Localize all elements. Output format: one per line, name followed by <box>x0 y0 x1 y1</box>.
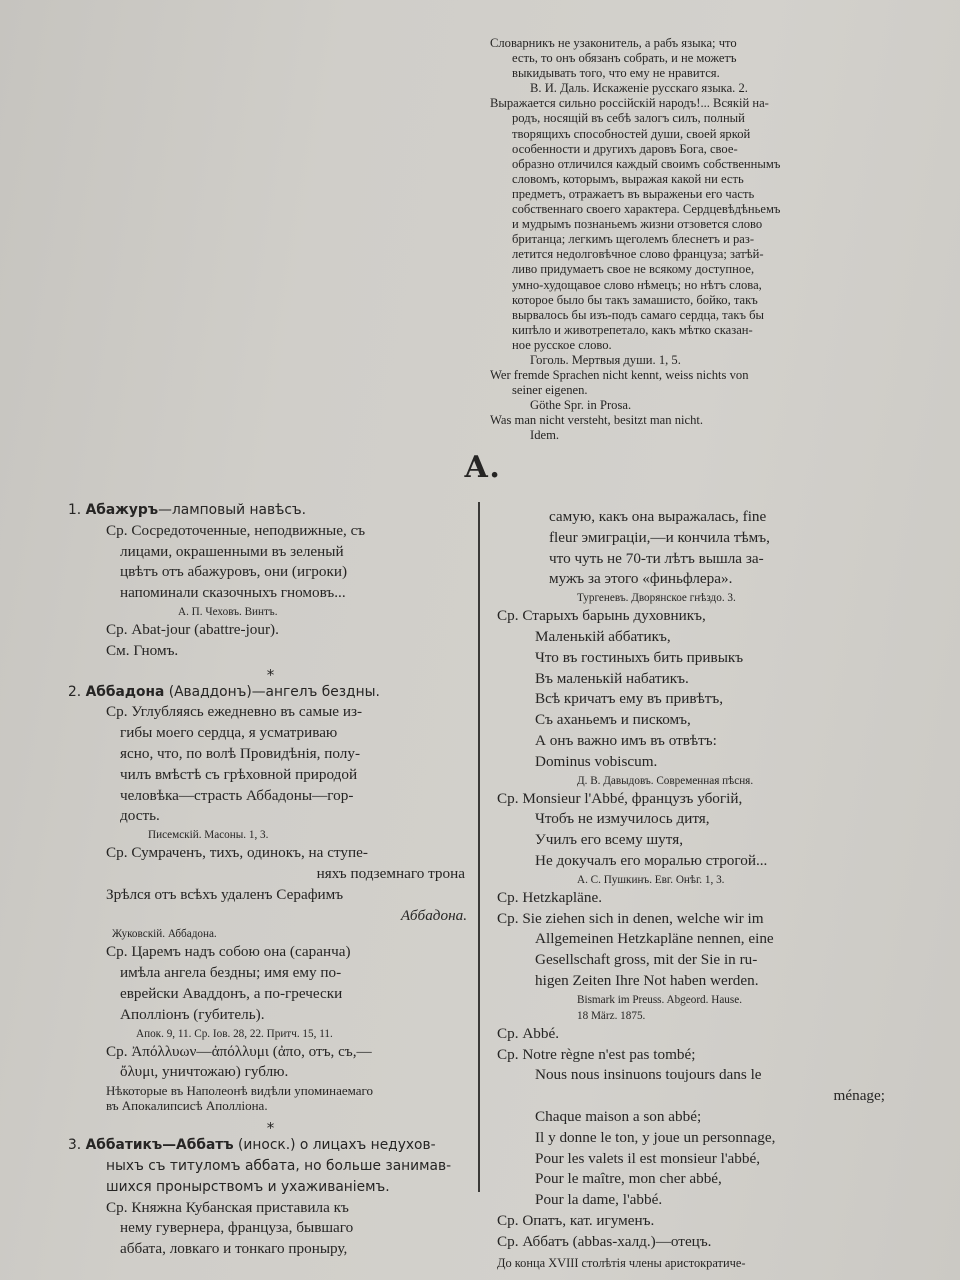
entry-separator-star: * <box>266 665 275 684</box>
citation: Тургеневъ. Дворянское гнѣздо. 3. <box>577 592 736 605</box>
epigraph-line: вырвалось бы изъ-подъ самаго сердца, такъ бы <box>512 307 765 322</box>
greek-etymology: Ср. Ἀπόλλυων—ἀπόλλυμι (ἀπο, отъ, съ,— <box>106 1042 372 1060</box>
citation: Жуковскій. Аббадона. <box>112 928 217 941</box>
quote-line: Ср. Опатъ, кат. игуменъ. <box>497 1211 655 1229</box>
entry-number: 2. <box>68 683 82 700</box>
entry-definition: (иноск.) о лицахъ недухов- <box>238 1137 436 1154</box>
entry-number: 1. <box>68 502 82 518</box>
citation: А. П. Чеховъ. Винтъ. <box>178 605 278 618</box>
citation: Д. В. Давыдовъ. Современная пѣсня. <box>577 774 754 787</box>
quote-line: Всѣ кричатъ ему въ привѣтъ, <box>535 690 724 708</box>
quote-line: Nous nous insinuons toujours dans le <box>535 1066 762 1084</box>
quote-line: Ср. Аббатъ (abbas-халд.)—отецъ. <box>497 1232 712 1250</box>
epigraph-line: особенности и другихъ даровъ Бога, свое- <box>512 141 738 156</box>
entry-headword: Абажуръ <box>85 502 159 518</box>
quote-line: Ср. Monsieur l'Abbé, французъ убогій, <box>497 789 743 807</box>
epigraph-line: Выражается сильно россійскій народъ!... Всякій на- <box>490 96 769 111</box>
epigraph-line: творящихъ способностей души, своей яркой <box>512 126 751 141</box>
epigraph-line: собственнаго своего характера. Сердцевѣдѣньемъ <box>512 202 781 217</box>
epigraph-attribution: Göthe Spr. in Prosa. <box>530 398 632 413</box>
epigraph-line: ное русское слово. <box>512 337 612 352</box>
epigraph-line: умно-худощавое слово нѣмецъ; но нѣтъ слова, <box>512 277 762 292</box>
poem-line: няхъ подземнаго трона <box>316 864 465 882</box>
epigraph-line: словомъ, которымъ, выражая какой ни есть <box>512 171 744 186</box>
quote-line: Ср. Hetzkapläne. <box>497 888 603 906</box>
entry-definition: (Аваддонъ)—ангелъ бездны. <box>168 683 380 700</box>
quote-line: лицами, окрашенными въ зеленый <box>120 542 344 560</box>
quote-line: Pour le maître, mon cher abbé, <box>535 1170 722 1188</box>
quote-line: человѣка—страсть Аббадоны—гор- <box>120 786 354 804</box>
entry-headword: Аббатикъ—Аббатъ <box>85 1137 234 1154</box>
quote-line: Gesellschaft gross, mit der Sie in ru- <box>535 951 758 969</box>
epigraph-line: британца; легкимъ щеголемъ блеснетъ и раз- <box>512 232 755 247</box>
epigraph-line: ливо придумаетъ свое не всякому доступное, <box>512 262 755 277</box>
entry-continuation: шихся пронырствомъ и ухаживаніемъ. <box>106 1178 390 1195</box>
quote-line: fleur эмиграціи,—и кончила тѣмъ, <box>549 528 770 546</box>
note-line: Нѣкоторые въ Наполеонѣ видѣли упоминаемаго <box>106 1083 374 1099</box>
entry-headword: Аббадона <box>85 683 165 700</box>
column-divider <box>478 502 480 1192</box>
epigraph-line: Словарникъ не узаконитель, а рабъ языка; что <box>490 36 737 50</box>
epigraph-line: предметъ, отражаетъ въ выраженьи его часть <box>512 186 755 201</box>
note-line: въ Апокалипсисѣ Аполліона. <box>106 1098 268 1114</box>
entry-continuation: ныхъ съ титуломъ аббата, но больше занимав- <box>106 1157 452 1174</box>
greek-etymology: ὄλυμι, уничтожаю) гублю. <box>120 1063 289 1081</box>
epigraph-line: Was man nicht versteht, besitzt man nicht. <box>490 413 704 428</box>
poem-line: Зрѣлся отъ всѣхъ удаленъ Серафимъ <box>106 885 344 903</box>
citation: 18 März. 1875. <box>577 1009 646 1022</box>
epigraph-line: летится недолговѣчное слово француза; затѣй- <box>512 247 764 262</box>
quote-line: чилъ вмѣстѣ съ грѣховной природой <box>120 765 358 783</box>
quote-line: Il y donne le ton, y joue un personnage, <box>535 1128 776 1146</box>
quote-line: самую, какъ она выражалась, fine <box>549 508 767 525</box>
quote-line: Ср. Царемъ надъ собою она (саранча) <box>106 943 351 961</box>
left-column <box>68 500 473 1260</box>
epigraph-attribution: Гоголь. Мертвыя души. 1, 5. <box>530 352 681 367</box>
epigraph-line: есть, то онъ обязанъ собрать, и не можетъ <box>512 51 737 66</box>
quote-line: Ср. Сосредоточенные, неподвижные, съ <box>106 521 366 539</box>
epigraph-line: кипѣло и животрепетало, какъ мѣтко сказан- <box>512 322 753 337</box>
section-letter: А. <box>464 450 501 485</box>
quote-line: А онъ важно имъ въ отвѣтъ: <box>535 731 717 749</box>
quote-line: Чтобъ не измучилось дитя, <box>535 810 710 828</box>
epigraph-line: которое было бы такъ замашисто, бойко, такъ <box>512 292 758 307</box>
quote-line: дость. <box>120 807 160 825</box>
quote-line: Ср. Abbé. <box>497 1024 560 1042</box>
epigraph-block <box>490 36 835 444</box>
quote-line: Училъ его всему шутя, <box>535 831 683 849</box>
epigraph-line: выкидывать того, что ему не нравится. <box>512 66 720 81</box>
quote-line: Pour la dame, l'abbé. <box>535 1191 663 1209</box>
quote-line: Ср. Углубляясь ежедневно въ самые из- <box>106 703 363 721</box>
entry-definition: —ламповый навѣсъ. <box>158 502 307 518</box>
quote-line: Не докучалъ его моралью строгой... <box>535 851 768 869</box>
entry-number: 3. <box>68 1137 82 1154</box>
quote-line: Маленькій аббатикъ, <box>535 627 671 645</box>
quote-line: Въ маленькій набатикъ. <box>535 669 689 687</box>
quote-line: Съ аханьемъ и пискомъ, <box>535 711 691 729</box>
quote-line: Что въ гостиныхъ бить привыкъ <box>535 648 744 666</box>
cross-reference: См. Гномъ. <box>106 641 179 659</box>
poem-line: Ср. Сумраченъ, тихъ, одинокъ, на ступе- <box>106 844 368 862</box>
epigraph-line: и мудрымъ познаньемъ жизни отзовется слово <box>512 217 763 232</box>
quote-line: Pour les valets il est monsieur l'abbé, <box>535 1149 761 1167</box>
quote-line: Ср. Старыхъ барынь духовникъ, <box>497 607 706 625</box>
quote-line: нему гувернера, француза, бывшаго <box>120 1219 354 1237</box>
quote-line: еврейски Аваддонъ, а по-гречески <box>120 984 343 1002</box>
quote-line: что чуть не 70-ти лѣтъ вышла за- <box>549 549 764 567</box>
quote-line: Chaque maison a son abbé; <box>535 1107 702 1125</box>
epigraph-line: родъ, носящій въ себѣ залогъ силъ, полный <box>512 111 745 126</box>
quote-line: гибы моего сердца, я усматриваю <box>120 724 338 742</box>
quote-line: До конца XVIII столѣтія члены аристократиче- <box>497 1255 746 1270</box>
epigraph-attribution: В. И. Даль. Искаженіе русскаго языка. 2. <box>530 81 748 96</box>
cross-reference: Ср. Abat-jour (abattre-jour). <box>106 620 279 638</box>
citation: Апок. 9, 11. Ср. Іов. 28, 22. Притч. 15, 11. <box>136 1027 333 1040</box>
quote-line: напоминали сказочныхъ гномовъ... <box>120 584 346 602</box>
citation: А. С. Пушкинъ. Евг. Онѣг. 1, 3. <box>577 873 725 886</box>
quote-line: Ср. Sie ziehen sich in denen, welche wir im <box>497 909 764 927</box>
quote-line: Dominus vobiscum. <box>535 752 658 770</box>
poem-line: Аббадона. <box>400 906 467 924</box>
right-column <box>497 507 885 1273</box>
quote-line: Ср. Княжна Кубанская приставила къ <box>106 1198 349 1216</box>
entry-2-header <box>68 682 473 703</box>
entry-3-header <box>68 1135 473 1156</box>
quote-line: Ср. Notre règne n'est pas tombé; <box>497 1045 696 1063</box>
quote-line: ménage; <box>833 1087 885 1105</box>
epigraph-line: seiner eigenen. <box>512 383 588 398</box>
entry-separator-star: * <box>266 1119 275 1138</box>
quote-line: имѣла ангела бездны; имя ему по- <box>120 964 342 982</box>
epigraph-line: Wer fremde Sprachen nicht kennt, weiss nichts von <box>490 368 749 383</box>
quote-line: мужъ за этого «финьфлера». <box>549 570 733 588</box>
epigraph-line: образно отличился каждый своимъ собственнымъ <box>512 156 781 171</box>
citation: Bismark im Preuss. Abgeord. Hause. <box>577 993 742 1006</box>
quote-line: цвѣтъ отъ абажуровъ, они (игроки) <box>120 563 348 581</box>
citation: Писемскій. Масоны. 1, 3. <box>148 829 269 842</box>
quote-line: Allgemeinen Hetzkapläne nennen, eine <box>535 930 774 948</box>
quote-line: higen Zeiten Ihre Not haben werden. <box>535 971 759 989</box>
quote-line: аббата, ловкаго и тонкаго проныру, <box>120 1240 348 1258</box>
quote-line: ясно, что, по волѣ Провидѣнія, полу- <box>120 744 361 762</box>
quote-line: Аполліонъ (губитель). <box>120 1005 265 1023</box>
entry-1-header <box>68 500 473 521</box>
epigraph-attribution: Idem. <box>530 428 560 443</box>
